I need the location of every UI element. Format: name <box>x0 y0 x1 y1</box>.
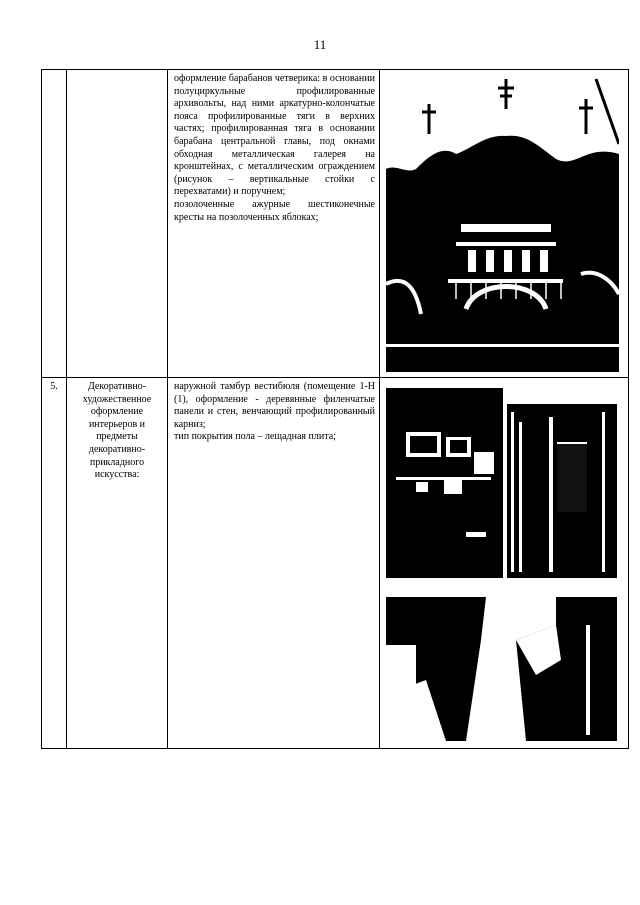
row-description <box>168 378 380 749</box>
vestibule-floor-image <box>386 585 617 741</box>
row-number: 5. <box>42 378 67 749</box>
description-paragraph: оформление барабанов четверика: в основании полуциркульные профилированные архивольты, над ними аркатурно-колончатые пояса профилированные тяги в верхних частях; профилированная тяга в основании барабана центральной главы, под окнами обходная металлическая галерея на кронштейнах, с металлическим ограждением (рисунок – вертикальные стойки с перехватами) и поручнем; <box>174 73 375 198</box>
description-paragraph: наружной тамбур вестибюля (помещение 1-Н (1), оформление - деревянные филенчатые панели и стен, венчающий профилированный карниз; <box>174 381 375 430</box>
vestibule-left-image <box>386 382 503 578</box>
description-paragraph: тип покрытия пола – лещадная плита; <box>174 431 336 443</box>
page-number: 11 <box>313 37 327 52</box>
subject-table <box>41 69 629 749</box>
church-domes-image <box>386 74 619 372</box>
church-domes-photo <box>386 74 619 372</box>
row-number <box>42 70 67 378</box>
row-photos <box>380 378 629 749</box>
row-category: Декоративно-художественное оформление интерьеров и предметы декоративно-прикладного искусства: <box>67 378 168 749</box>
description-paragraph: позолоченные ажурные шестиконечные кресты на позолоченных яблоках; <box>174 198 375 223</box>
table-row <box>42 378 629 749</box>
photo-area <box>380 378 628 748</box>
vestibule-left-photo <box>386 382 503 578</box>
photo-area <box>380 70 628 377</box>
vestibule-right-photo <box>507 382 617 578</box>
table-row <box>42 70 629 378</box>
row-category <box>67 70 168 378</box>
row-photos <box>380 70 629 378</box>
vestibule-floor-photo <box>386 585 617 741</box>
vestibule-right-image <box>507 382 617 578</box>
row-description <box>168 70 380 378</box>
